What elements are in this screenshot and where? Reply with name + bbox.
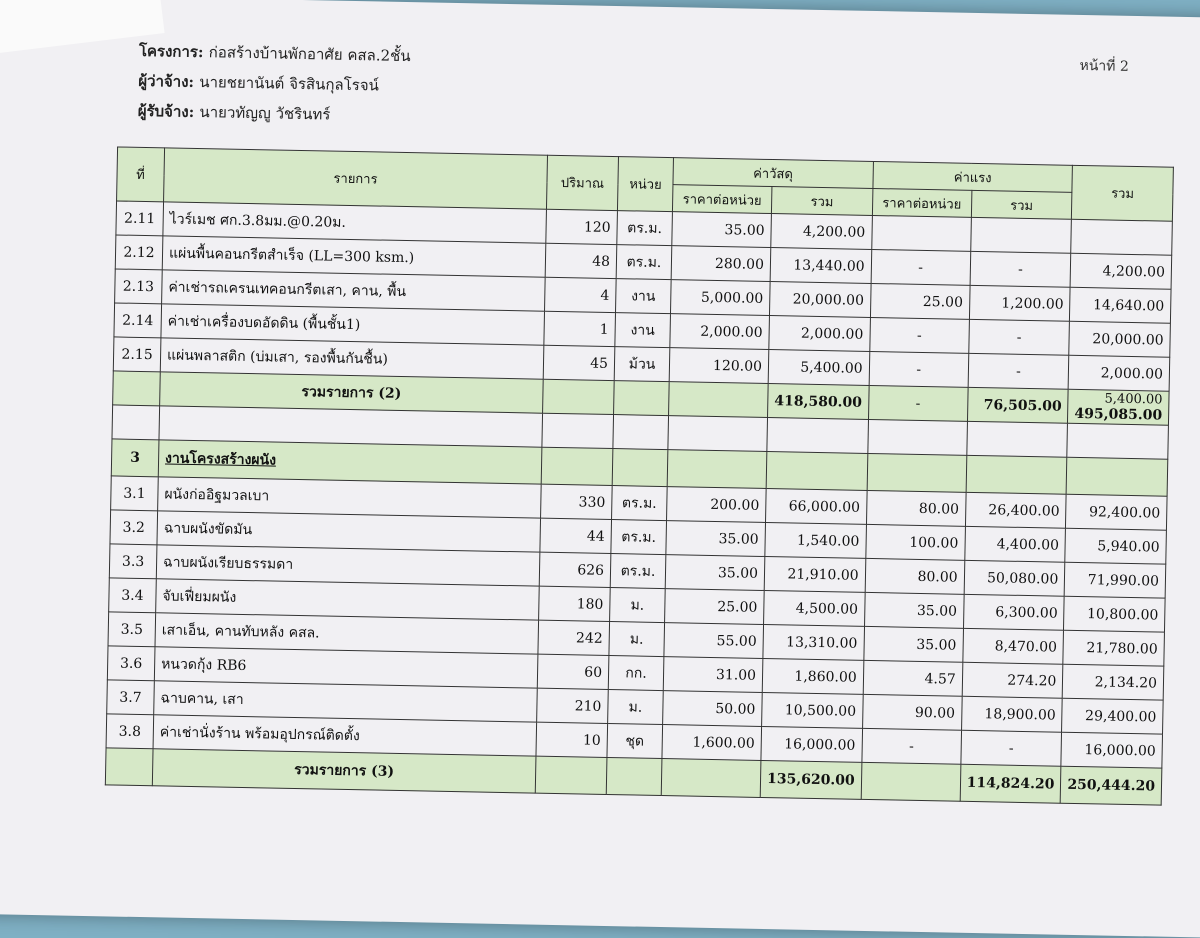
quantity: 330: [541, 484, 613, 519]
labor-sum: 18,900.00: [961, 696, 1062, 732]
material-unit-price: 120.00: [669, 348, 769, 384]
labor-sum: 50,080.00: [964, 560, 1065, 596]
labor-sum: 8,470.00: [963, 628, 1064, 664]
item-description: จับเฟี่ยมผนัง: [156, 579, 540, 620]
section-number: 3: [111, 439, 159, 477]
col-total-header: รวม: [1072, 165, 1174, 221]
labor-unit-price: 4.57: [863, 660, 963, 696]
section-title: งานโครงสร้างผนัง: [158, 440, 542, 484]
material-sum: 1,540.00: [765, 522, 866, 558]
col-item-header: รายการ: [164, 148, 548, 209]
quantity: 44: [540, 518, 612, 553]
subtotal-total-upper: 5,400.00: [1104, 391, 1163, 408]
row-number: 3.2: [110, 510, 158, 545]
material-unit-price: 5,000.00: [670, 280, 770, 316]
item-description: แผ่นพลาสติก (บ่มเสา, รองพื้นกันชื้น): [160, 338, 544, 379]
labor-unit-price: 35.00: [864, 626, 964, 662]
labor-sum: -: [961, 730, 1062, 766]
material-sum: 20,000.00: [769, 282, 870, 318]
material-sum: 4,200.00: [771, 214, 872, 250]
material-unit-price: 2,000.00: [670, 314, 770, 350]
item-description: ค่าเช่าเครื่องบดอัดดิน (พื้นชั้น1): [161, 304, 545, 345]
page-number: หน้าที่ 2: [1079, 57, 1129, 75]
item-description: เสาเอ็น, คานทับหลัง คสล.: [155, 613, 539, 654]
quantity: 48: [545, 243, 617, 278]
item-description: ไวร์เมช ศก.3.8มม.@0.20ม.: [163, 202, 547, 243]
quantity: 10: [536, 722, 608, 757]
labor-sum: -: [968, 353, 1069, 389]
row-number: 3.3: [109, 544, 157, 579]
labor-sum: -: [970, 251, 1071, 287]
row-total: 29,400.00: [1062, 698, 1163, 734]
quantity: 60: [537, 654, 609, 689]
labor-unit-price: 80.00: [865, 558, 965, 594]
material-unit-price: 35.00: [666, 521, 766, 557]
unit: ตร.ม.: [612, 486, 668, 521]
subtotal-total: [1068, 389, 1169, 425]
col-no-header: ที่: [117, 147, 165, 202]
unit: งาน: [615, 313, 671, 348]
quantity: 4: [545, 277, 617, 312]
subtotal-material: 418,580.00: [768, 384, 869, 420]
row-number: 2.11: [116, 201, 164, 236]
material-unit-price: 55.00: [664, 623, 764, 659]
quantity: 180: [539, 586, 611, 621]
labor-unit-price: -: [862, 728, 962, 764]
row-number: 3.8: [106, 714, 154, 749]
labor-unit-price: -: [871, 249, 971, 285]
labor-sum: [970, 217, 1071, 253]
project-label: โครงการ:: [138, 41, 204, 62]
row-number: 3.1: [111, 476, 159, 511]
col-material-sum: รวม: [771, 187, 872, 216]
row-total: 10,800.00: [1064, 596, 1165, 632]
row-total: [1071, 219, 1172, 255]
material-unit-price: 35.00: [672, 212, 772, 248]
row-number: 3.7: [107, 680, 155, 715]
unit: ม.: [610, 588, 666, 623]
material-unit-price: 35.00: [665, 555, 765, 591]
row-number: 3.4: [109, 578, 157, 613]
material-unit-price: 25.00: [665, 589, 765, 625]
item-description: ค่าเช่ารถเครนเทคอนกรีตเสา, คาน, พื้น: [162, 270, 546, 311]
col-qty-header: ปริมาณ: [546, 155, 618, 210]
labor-unit-price: [871, 215, 971, 251]
item-description: ฉาบคาน, เสา: [154, 681, 538, 722]
row-total: 21,780.00: [1063, 630, 1164, 666]
cost-table: [105, 146, 1174, 805]
subtotal-total-value: 495,085.00: [1074, 405, 1163, 424]
material-sum: 10,500.00: [762, 692, 863, 728]
labor-sum: 274.20: [962, 662, 1063, 698]
employer-label: ผู้ว่าจ้าง:: [138, 71, 195, 91]
material-unit-price: 280.00: [671, 246, 771, 282]
material-sum: 21,910.00: [764, 556, 865, 592]
labor-sum: -: [968, 319, 1069, 355]
labor-unit-price: 90.00: [862, 694, 962, 730]
labor-sum: 1,200.00: [969, 285, 1070, 321]
row-total: 20,000.00: [1069, 321, 1170, 357]
material-sum: 4,500.00: [764, 590, 865, 626]
contractor-label: ผู้รับจ้าง:: [137, 101, 195, 121]
material-sum: 2,000.00: [769, 316, 870, 352]
unit: ม.: [609, 622, 665, 657]
unit: ตร.ม.: [617, 211, 673, 246]
labor-unit-price: 35.00: [864, 592, 964, 628]
row-number: 3.6: [107, 646, 155, 681]
material-unit-price: 31.00: [663, 657, 763, 693]
item-description: ผนังก่ออิฐมวลเบา: [158, 477, 542, 518]
employer-name: นายชยานันต์ จิรสินกุลโรจน์: [199, 73, 380, 95]
item-description: หนวดกุ้ง RB6: [154, 647, 538, 688]
row-total: 4,200.00: [1070, 253, 1171, 289]
row-number: 2.14: [114, 303, 162, 338]
row-number: 2.12: [115, 235, 163, 270]
row-total: 71,990.00: [1065, 562, 1166, 598]
unit: ชุด: [607, 723, 663, 758]
subtotal-total: 250,444.20: [1061, 766, 1162, 805]
unit: ตร.ม.: [611, 520, 667, 555]
material-sum: 16,000.00: [761, 726, 862, 762]
labor-sum: 26,400.00: [965, 492, 1066, 528]
row-number: 2.13: [115, 269, 163, 304]
labor-unit-price: 100.00: [866, 524, 966, 560]
col-labor-header: ค่าแรง: [873, 161, 1073, 192]
contractor-name: นายวทัญญู วัชรินทร์: [199, 103, 331, 124]
material-sum: 13,440.00: [770, 248, 871, 284]
material-unit-price: 50.00: [663, 691, 763, 727]
project-name: ก่อสร้างบ้านพักอาศัย คสล.2ชั้น: [208, 43, 411, 66]
labor-unit-price: -: [869, 351, 969, 387]
quantity: 242: [538, 620, 610, 655]
col-unit-header: หน่วย: [617, 157, 673, 212]
material-unit-price: 1,600.00: [662, 725, 762, 761]
row-number: 3.5: [108, 612, 156, 647]
subtotal-labor-price: -: [868, 385, 968, 421]
row-number: 2.15: [113, 337, 161, 372]
unit: ม.: [608, 689, 664, 724]
unit: งาน: [615, 279, 671, 314]
subtotal-labor: 114,824.20: [960, 764, 1061, 803]
item-description: ฉาบผนังเรียบธรรมดา: [156, 545, 540, 586]
material-sum: 13,310.00: [763, 624, 864, 660]
row-total: 16,000.00: [1061, 732, 1162, 768]
row-total: 2,000.00: [1068, 355, 1169, 391]
unit: ตร.ม.: [610, 554, 666, 589]
subtotal-label: รวมรายการ (2): [160, 372, 544, 413]
labor-sum: 4,400.00: [964, 526, 1065, 562]
material-unit-price: 200.00: [667, 487, 767, 523]
material-sum: 1,860.00: [762, 658, 863, 694]
unit: ม้วน: [614, 347, 670, 382]
quantity: 626: [539, 552, 611, 587]
col-labor-unit-price: ราคาต่อหน่วย: [872, 188, 972, 217]
quantity: 1: [544, 311, 616, 346]
col-material-unit-price: ราคาต่อหน่วย: [672, 185, 772, 214]
item-description: ค่าเช่านั่งร้าน พร้อมอุปกรณ์ติดตั้ง: [153, 715, 537, 756]
labor-unit-price: 80.00: [866, 490, 966, 526]
employer-line: [138, 69, 379, 98]
col-labor-sum: รวม: [971, 190, 1072, 219]
quantity: 120: [546, 209, 618, 244]
row-total: 14,640.00: [1070, 287, 1171, 323]
quantity: 45: [543, 345, 615, 380]
item-description: ฉาบผนังขัดมัน: [157, 511, 541, 552]
subtotal-material: 135,620.00: [760, 760, 861, 799]
labor-unit-price: 25.00: [870, 283, 970, 319]
row-total: 5,940.00: [1065, 528, 1166, 564]
labor-unit-price: -: [869, 317, 969, 353]
row-total: 92,400.00: [1066, 494, 1167, 530]
quantity: 210: [537, 688, 609, 723]
subtotal-label: รวมรายการ (3): [152, 749, 536, 793]
item-description: แผ่นพื้นคอนกรีตสำเร็จ (LL=300 ksm.): [162, 236, 546, 277]
unit: กก.: [608, 656, 664, 691]
row-total: 2,134.20: [1063, 664, 1164, 700]
labor-sum: 6,300.00: [963, 594, 1064, 630]
subtotal-labor: 76,505.00: [967, 387, 1068, 423]
col-material-header: ค่าวัสดุ: [673, 158, 873, 189]
material-sum: 5,400.00: [768, 350, 869, 386]
unit: ตร.ม.: [616, 245, 672, 280]
contractor-line: [138, 99, 331, 127]
project-line: [139, 39, 411, 68]
material-sum: 66,000.00: [765, 488, 866, 524]
